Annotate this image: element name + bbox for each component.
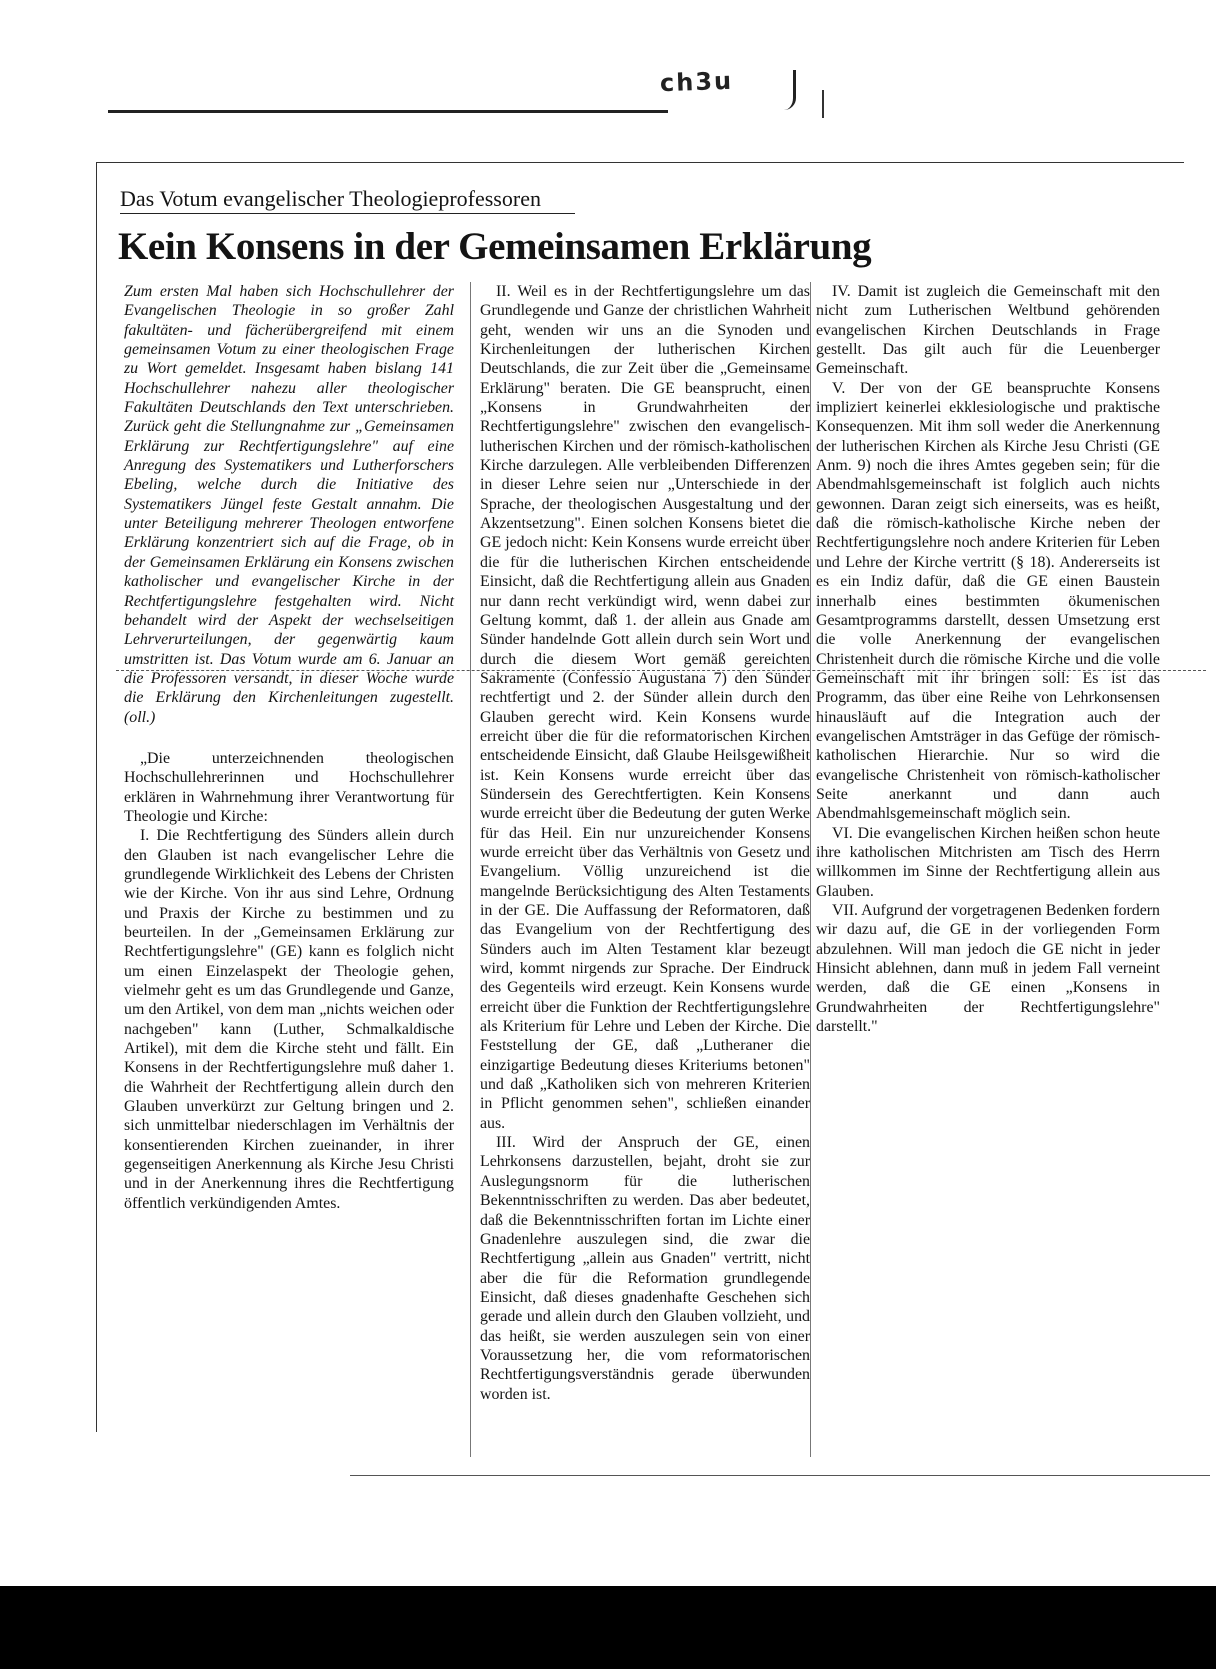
article-intro: Zum ersten Mal haben sich Hochschullehrer der Evangelischen Theologie in so großer Zahl fakultäten- und fächerübergreifend mit einem gemeinsamen Votum zu einer theologischen Frage zu Wort gemeldet. Insgesamt haben bislang 141 Hochschullehrer nahezu aller theologischer Fakultäten Deutschlands den Text unterschrieben. Zurück geht die Stellungnahme zur „Gemeinsamen Erklärung zur Rechtfertigungslehre" auf eine Anregung des Systematikers und Lutherforschers Ebeling, welche durch die Initiative des Systematikers Jüngel feste Gestalt annahm. Die unter Beteiligung mehrerer Theologen entworfene Erklärung konzentriert sich auf die Frage, ob in der Gemeinsamen Erklärung ein Konsens zwischen katholischer und evangelischer Kirche in der Rechtfertigungslehre festgehalten wird. Nicht behandelt wird der Aspekt der wechselseitigen Lehrverurteilungen, der gegenwärtig kaum umstritten ist. Das Votum wurde am 6. Januar an die Professoren versandt, in dieser Woche wurde die Erklärung den Kirchenleitungen zugestellt. (oll.): [124, 283, 454, 726]
section-3: III. Wird der Anspruch der GE, einen Lehrkonsens darzustellen, bejaht, droht sie zur Auslegungsnorm für die lutherischen Bekenntnisschriften zu werden. Das aber bedeutet, daß die Bekenntnisschriften fortan im Lichte einer Gnadenlehre auszulegen sind, die zwar die Rechtfertigung „allein aus Gnaden" vertritt, nicht aber die für die Reformation grundlegende Einsicht, daß dieses gnadenhafte Geschehen sich gerade und allein durch den Glauben vollzieht, und das heißt, sie werden auszulegen sein von einer Voraussetzung her, die vom reformatorischen Rechtfertigungsverständnis gerade überwunden worden ist.: [480, 1134, 810, 1403]
column-rule: [810, 282, 811, 1457]
article-headline: Kein Konsens in der Gemeinsamen Erklärung: [118, 225, 872, 268]
handwritten-mark: [765, 70, 796, 110]
column-2: [480, 282, 810, 1404]
section-6: VI. Die evangelischen Kirchen heißen schon heute ihre katholischen Mitchristen am Tisch des Herrn willkommen im Sinne der Rechtfertigung allein aus Glauben.: [816, 824, 1160, 900]
article-frame-left: [96, 162, 97, 1432]
article-preamble: „Die unterzeichnenden theologischen Hochschullehrerinnen und Hochschullehrer erklären in Wahrnehmung ihrer Verantwortung für Theologie und Kirche:: [124, 749, 454, 825]
scan-border: [0, 1586, 1216, 1669]
section-2: II. Weil es in der Rechtfertigungslehre um das Grundlegende und Ganze der christlichen Wahrheit geht, wenden wir uns an die Synoden und Kirchenleitungen der lutherischen Kirchen Deutschlands, die zur Zeit über die „Gemeinsame Erklärung" beraten. Die GE beansprucht, einen „Konsens in Grundwahrheiten der Rechtfertigungslehre" zwischen den evangelisch-lutherischen Kirchen und der römisch-katholischen Kirche darzulegen. Alle verbleibenden Differenzen in dieser Lehre seien nur „Unterschiede in der Sprache, der theologischen Ausgestaltung und der Akzentsetzung". Einen solchen Konsens bietet die GE jedoch nicht: Kein Konsens wurde erreicht über die für die lutherischen Kirchen entscheidende Einsicht, daß die Rechtfertigung allein aus Gnaden nur dann recht verkündigt wird, wenn dabei zur Geltung kommt, daß 1. der allein aus Gnade am Sünder handelnde Gott allein durch sein Wort und durch die diesem Wort gemäß gereichten Sakramente (Confessio Augustana 7) den Sünder rechtfertigt und 2. der Sünder allein durch den Glauben gerecht wird. Kein Konsens wurde erreicht über die für die reformatorischen Kirchen entscheidende Einsicht, daß Glaube Heilsgewißheit ist. Kein Konsens wurde erreicht über das Sündersein des Gerechtfertigten. Kein Konsens wurde erreicht über die Bedeutung der guten Werke für das Heil. Ein nur unzureichender Konsens wurde erreicht über das Verhältnis von Gesetz und Evangelium. Völlig unzureichend ist die mangelnde Berücksichtigung des Alten Testaments in der GE. Die Auffassung der Reformatoren, daß das Evangelium von der Rechtfertigung des Sünders auch im Alten Testament klar bezeugt wird, kommt nirgends zur Sprache. Der Eindruck des Gegenteils wird erzeugt. Kein Konsens wurde erreicht über die Funktion der Rechtfertigungslehre als Kriterium für Lehre und Leben der Kirche. Die Feststellung der GE, daß „Lutheraner die einzigartige Bedeutung dieses Kriteriums betonen" und daß „Katholiken sich von mehreren Kriterien in Pflicht genommen sehen", schließen einander aus.: [480, 283, 810, 1132]
section-4: IV. Damit ist zugleich die Gemeinschaft mit den nicht zum Lutherischen Weltbund gehörenden evangelischen Kirchen Deutschlands in Frage gestellt. Das gilt auch für die Leuenberger Gemeinschaft.: [816, 283, 1160, 378]
article-kicker: Das Votum evangelischer Theologieprofessoren: [120, 186, 575, 214]
section-5: V. Der von der GE beanspruchte Konsens impliziert keinerlei ekklesiologische und praktische Konsequenzen. Mit ihm soll weder die Anerkennung der lutherischen Kirchen als Kirche Jesu Christi (GE Anm. 9) noch die ihres Amtes gegeben sein; für die Abendmahlsgemeinschaft ist folglich auch nichts gewonnen. Daran zeigt sich einerseits, was es heißt, daß die römisch-katholische Kirche neben der Rechtfertigungslehre noch andere Kriterien für Leben und Lehre der Kirche vertritt (§ 18). Andererseits ist es ein Indiz dafür, daß die GE einen Baustein innerhalb eines bestimmten ökumenischen Gesamtprogramms darstellt, dessen Umsetzung erst die volle Anerkennung der evangelischen Christenheit durch die römische Kirche und die volle Gemeinschaft mit ihr bringen soll: Es ist das Programm, das über eine Reihe von Lehrkonsensen hinausläuft auf die Integration auch der evangelischen Amtsträger in das Gefüge der römisch-katholischen Hierarchie. Nur so wird die evangelische Christenheit von römisch-katholischer Seite anerkannt und dann auch Abendmahlsgemeinschaft möglich sein.: [816, 379, 1160, 823]
column-1: [124, 282, 454, 1213]
column-rule: [470, 282, 471, 1457]
section-1: I. Die Rechtfertigung des Sünders allein durch den Glauben ist nach evangelischer Lehre die grundlegende Wirklichkeit des Lebens der Christen wie der Kirche. Von ihr aus sind Lehre, Ordnung und Praxis der Kirche zu bestimmen und zu beurteilen. In der „Gemeinsamen Erklärung zur Rechtfertigungslehre" (GE) kann es folglich nicht um einen Einzelaspekt der Theologie gehen, vielmehr geht es um das Grundlegende und Ganze, um den Artikel, von dem man „nichts weichen oder nachgeben" kann (Luther, Schmalkaldische Artikel), mit dem die Kirche steht und fällt. Ein Konsens in der Rechtfertigungslehre muß daher 1. die Wahrheit der Rechtfertigung allein durch den Glauben unverkürzt zur Geltung bringen und 2. sich unmittelbar niederschlagen im Verhältnis der konsentierenden Kirchen zueinander, in ihrer gegenseitigen Anerkennung als Kirche Jesu Christi und in der Anerkennung ihres die Rechtfertigung öffentlich verkündigenden Amtes.: [124, 827, 454, 1212]
handwritten-tick: [822, 90, 824, 118]
handwritten-line: [108, 110, 668, 113]
article-frame-top: [96, 162, 1184, 163]
handwritten-note: ch3u: [659, 66, 734, 98]
column-3: [816, 282, 1160, 1036]
section-7: VII. Aufgrund der vorgetragenen Bedenken fordern wir dazu auf, die GE in der vorliegenden Form abzulehnen. Will man jedoch die GE nicht in jeder Hinsicht ablehnen, dann muß in jedem Fall verneint werden, daß die GE einen „Konsens in Grundwahrheiten der Rechtfertigungslehre" darstellt.": [816, 902, 1160, 1036]
article-frame-bottom: [350, 1475, 1210, 1476]
